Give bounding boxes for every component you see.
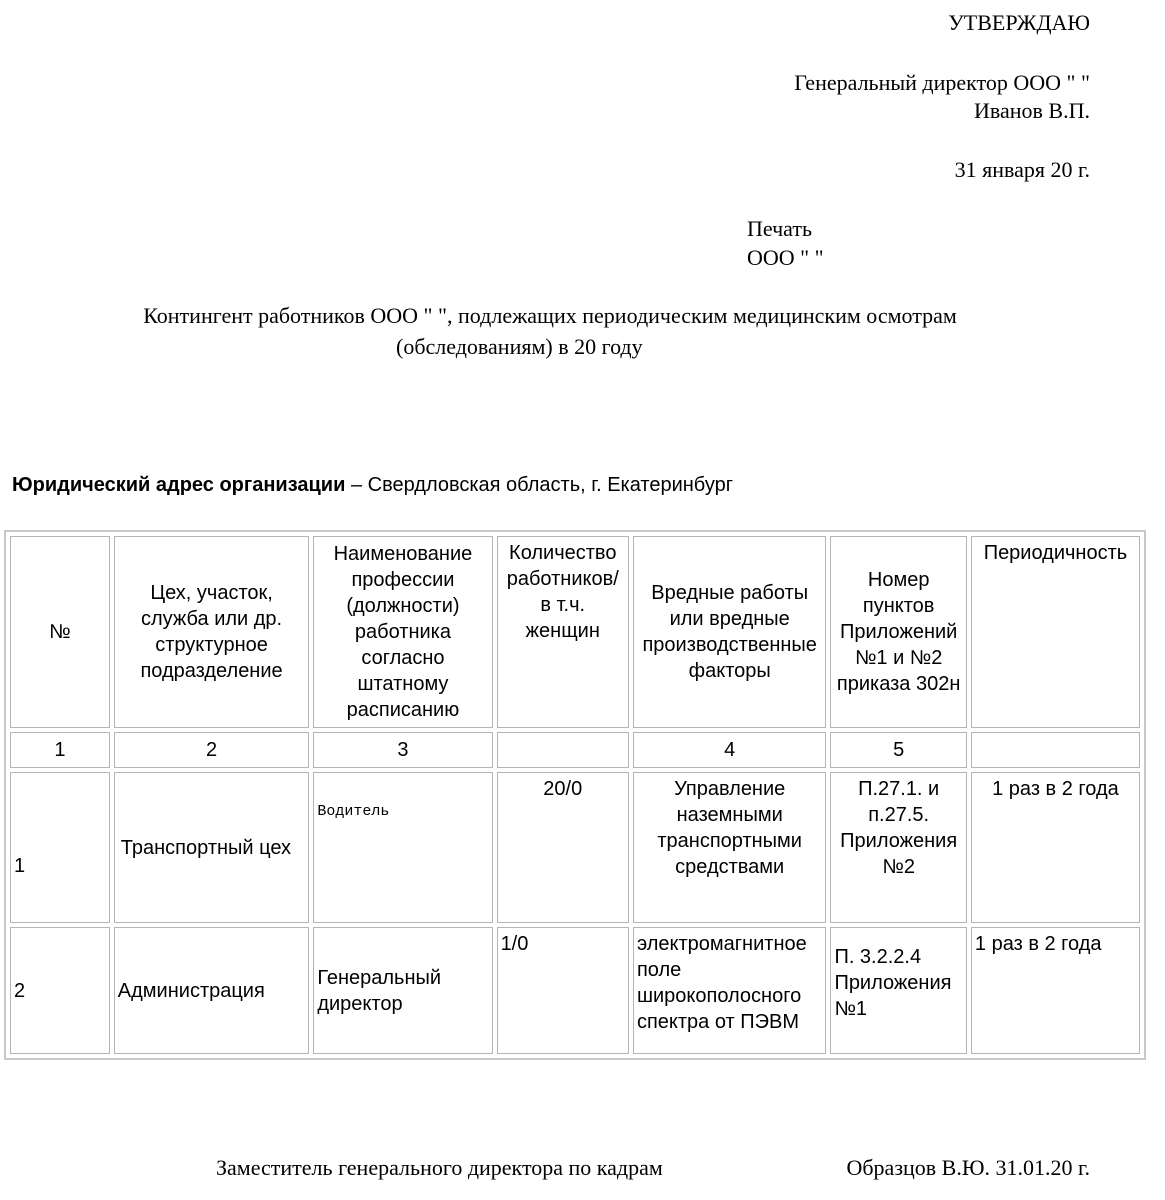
legal-address (12, 474, 733, 497)
col-num-2: 2 (114, 732, 310, 768)
table-header-row (10, 536, 1140, 728)
col-num-4: 4 (633, 732, 826, 768)
approval-date: 31 января 20 г. (954, 157, 1090, 182)
row-points: П.27.1. и п.27.5. Приложения №2 (830, 772, 966, 923)
row-department: Администрация (114, 927, 310, 1054)
seal-org: ООО " " (747, 245, 824, 270)
header-count: Количество работников/ в т.ч. женщин (497, 536, 629, 728)
legal-address-value: – Свердловская область, г. Екатеринбург (345, 474, 734, 496)
footer-position: Заместитель генерального директора по кадрам (216, 1155, 663, 1180)
table-row (10, 772, 1140, 923)
header-profession: Наименование профессии (должности) работника согласно штатному расписанию (313, 536, 492, 728)
approval-position: Генеральный директор ООО " " (794, 70, 1090, 95)
document-title: Контингент работников ООО " ", подлежащих периодическим медицинским осмотрам (143, 303, 957, 328)
footer-signature: Образцов В.Ю. 31.01.20 г. (846, 1155, 1090, 1180)
row-profession: Водитель (313, 772, 492, 923)
row-points: П. 3.2.2.4 Приложения №1 (830, 927, 966, 1054)
column-number-row (10, 732, 1140, 768)
row-count: 1/0 (497, 927, 629, 1054)
header-department: Цех, участок, служба или др. структурное подразделение (114, 536, 310, 728)
row-department: Транспортный цех (114, 772, 310, 923)
document-title-year: (обследованиям) в 20 году (396, 334, 643, 359)
row-profession: Генеральный директор (313, 927, 492, 1054)
row-count: 20/0 (497, 772, 629, 923)
col-num-3: 3 (313, 732, 492, 768)
row-number: 1 (10, 772, 110, 923)
row-factors: Управление наземными транспортными средствами (633, 772, 826, 923)
workers-table (4, 530, 1146, 1060)
header-periodicity: Периодичность (971, 536, 1140, 728)
col-num-5: 5 (830, 732, 966, 768)
row-periodicity: 1 раз в 2 года (971, 927, 1140, 1054)
table-row (10, 927, 1140, 1054)
header-points: Номер пунктов Приложений №1 и №2 приказа 302н (830, 536, 966, 728)
approval-name: Иванов В.П. (974, 98, 1090, 123)
row-factors: электромагнитное поле широкополосного спектра от ПЭВМ (633, 927, 826, 1054)
col-num-1: 1 (10, 732, 110, 768)
row-periodicity: 1 раз в 2 года (971, 772, 1140, 923)
seal-label: Печать (747, 216, 813, 241)
approval-stamp: УТВЕРЖДАЮ (948, 10, 1090, 35)
legal-address-label: Юридический адрес организации (12, 474, 346, 496)
header-number: № (10, 536, 110, 728)
row-number: 2 (10, 927, 110, 1054)
col-num-blank-a (497, 732, 629, 768)
header-factors: Вредные работы или вредные производственные факторы (633, 536, 826, 728)
col-num-blank-b (971, 732, 1140, 768)
